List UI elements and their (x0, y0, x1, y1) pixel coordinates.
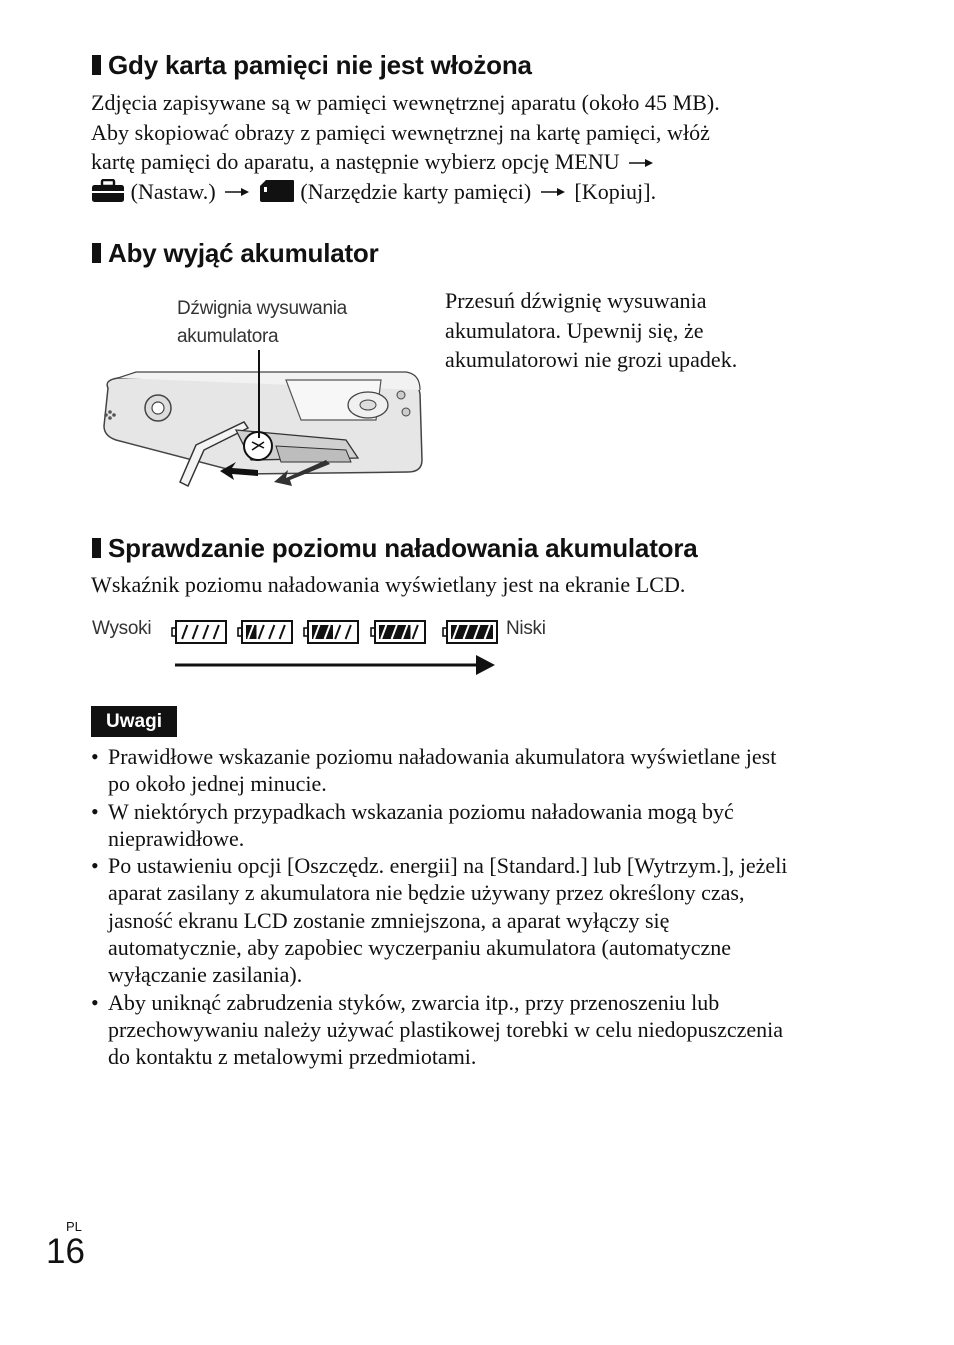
note-line: Prawidłowe wskazanie poziomu naładowania akumulatora wyświetlane jest (108, 744, 777, 769)
heading-marker (92, 243, 101, 263)
note-line: automatycznie, aby zapobiec wyczerpaniu akumulatora (automatyczne (108, 935, 732, 961)
note-line: wyłączanie zasilania). (108, 962, 303, 988)
right-arrow-icon (540, 185, 566, 199)
battery-high-label: Wysoki (92, 618, 152, 639)
bullet: • (91, 744, 99, 769)
paragraph-text: (Narzędzie karty pamięci) (300, 178, 532, 204)
callout-line: akumulatora (177, 326, 279, 347)
battery-low-label: Niski (506, 618, 546, 639)
page-number: 16 (46, 1232, 85, 1271)
section-heading-no-card (92, 50, 532, 80)
section1-paragraph (91, 88, 720, 206)
paragraph-text: (Nastaw.) (130, 178, 216, 204)
section3-paragraph (91, 570, 685, 600)
battery-level-icon (172, 621, 226, 643)
notes-list (91, 743, 851, 1071)
note-line: po około jednej minucie. (108, 771, 327, 797)
note-line: do kontaktu z metalowymi przedmiotami. (108, 1044, 477, 1070)
language-code: PL (66, 1219, 82, 1234)
paragraph-line: akumulatora. Upewnij się, że (445, 317, 704, 343)
notes-badge: Uwagi (91, 706, 177, 737)
note-line: nieprawidłowe. (108, 825, 245, 851)
battery-level-diagram (168, 618, 503, 680)
bullet: • (91, 989, 99, 1015)
paragraph-line: Aby skopiować obrazy z pamięci wewnętrznej na kartę pamięci, włóż (91, 119, 710, 145)
memory-card-icon (259, 179, 295, 203)
note-item (91, 989, 851, 1071)
paragraph-line (91, 177, 720, 207)
heading-text: Sprawdzanie poziomu naładowania akumulatora (108, 533, 698, 563)
bullet: • (91, 853, 99, 879)
section-heading-battery-level (92, 533, 698, 563)
paragraph-line: Przesuń dźwignię wysuwania (445, 288, 707, 313)
heading-marker (92, 55, 101, 75)
note-line: jasność ekranu LCD zostanie zmniejszona, a aparat wyłączy się (108, 907, 670, 933)
paragraph-line: Wskaźnik poziomu naładowania wyświetlany jest na ekranie LCD. (91, 572, 686, 597)
note-line: aparat zasilany z akumulatora nie będzie używany przez określony czas, (108, 880, 745, 906)
note-line: W niektórych przypadkach wskazania poziomu naładowania mogą być (108, 798, 734, 824)
heading-text: Gdy karta pamięci nie jest włożona (108, 50, 532, 80)
paragraph-line: Zdjęcia zapisywane są w pamięci wewnętrznej aparatu (około 45 MB). (91, 90, 720, 115)
paragraph-line: akumulatorowi nie grozi upadek. (445, 347, 738, 372)
battery-level-icon (304, 621, 358, 643)
paragraph-text: [Kopiuj]. (574, 178, 657, 204)
lever-callout-label (177, 295, 347, 351)
note-line: Aby uniknąć zabrudzenia styków, zwarcia itp., przy przenoszeniu lub (108, 989, 720, 1015)
direction-arrow-head (476, 655, 495, 675)
toolbox-icon (91, 179, 125, 203)
section2-paragraph (445, 286, 737, 375)
heading-text: Aby wyjąć akumulator (108, 238, 379, 268)
battery-level-icon (371, 621, 425, 643)
battery-level-icon (238, 621, 292, 643)
note-line: Po ustawieniu opcji [Oszczędz. energii] na [Standard.] lub [Wytrzym.], jeżeli (108, 853, 788, 879)
battery-level-icon (443, 621, 497, 643)
camera-battery-illustration (96, 350, 426, 500)
callout-line: Dźwignia wysuwania (177, 298, 347, 319)
bullet: • (91, 798, 99, 824)
note-item (91, 743, 851, 798)
paragraph-text: kartę pamięci do aparatu, a następnie wybierz opcję MENU (91, 149, 620, 174)
right-arrow-icon (628, 156, 654, 170)
paragraph-line (91, 147, 720, 177)
note-item (91, 798, 851, 853)
note-line: przechowywaniu należy używać plastikowej torebki w celu niedopuszczenia (108, 1016, 784, 1042)
heading-marker (92, 538, 101, 558)
note-item (91, 852, 851, 988)
section-heading-remove-battery (92, 238, 379, 268)
right-arrow-icon (224, 185, 250, 199)
